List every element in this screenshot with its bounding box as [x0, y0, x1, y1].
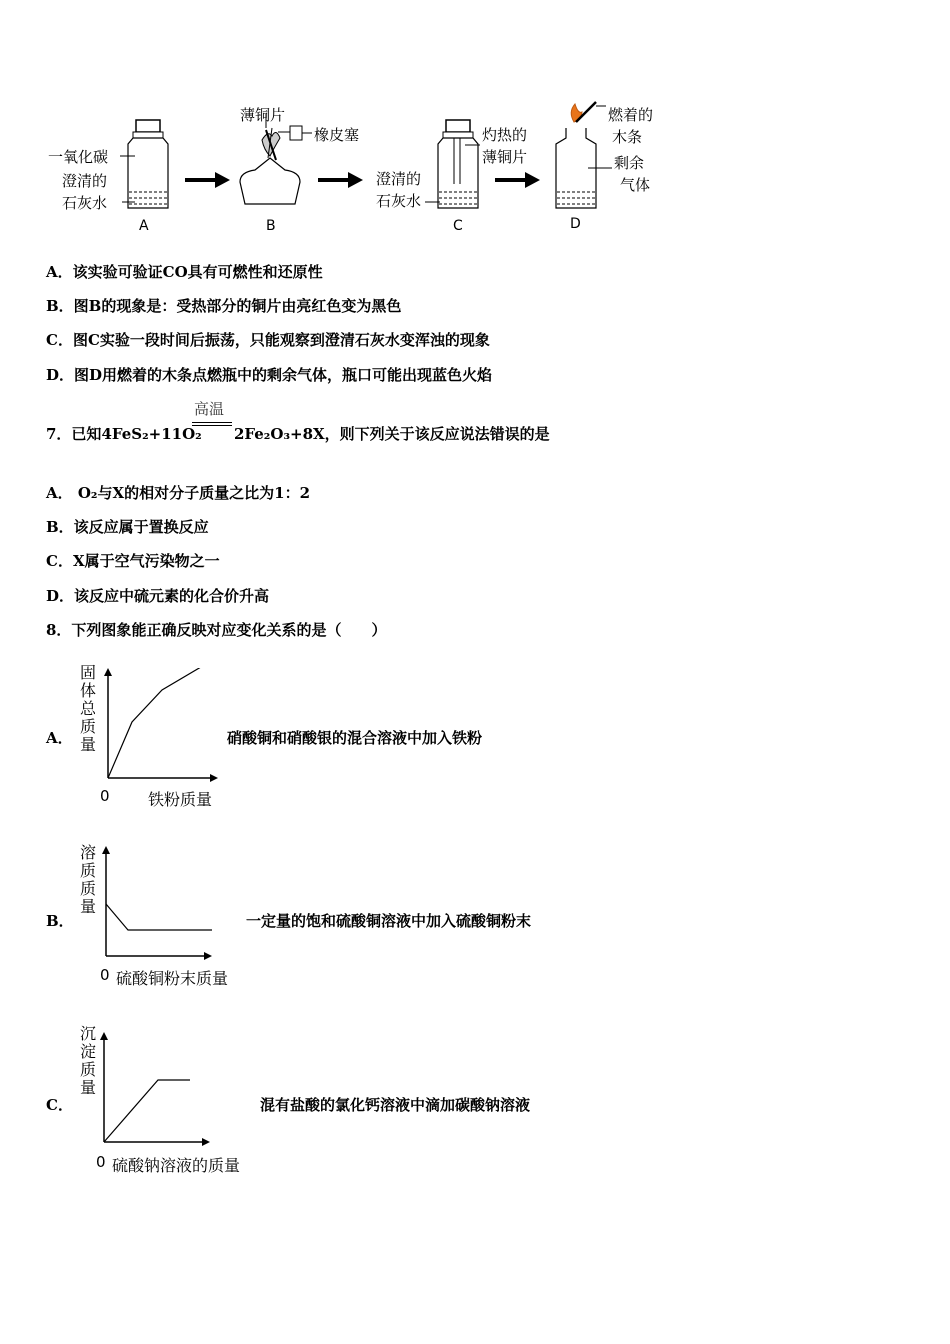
label-b: B	[266, 218, 276, 234]
graph-c-ylabel: 沉 淀 质 量	[79, 1024, 96, 1097]
label-remaining2: 气体	[620, 176, 651, 194]
q7-stem-rest	[234, 423, 550, 444]
graph-c-xlabel: 硫酸钠溶液的质量	[112, 1156, 241, 1175]
q7-stem	[46, 423, 202, 444]
graph-b-ylabel: 溶 质 质 量	[79, 843, 96, 916]
label-hot-copper1: 灼热的	[482, 126, 528, 144]
q6-option-d: D．图D用燃着的木条点燃瓶中的剩余气体，瓶口可能出现蓝色火焰	[46, 366, 493, 384]
label-c: C	[453, 218, 463, 234]
label-rubber-stopper: 橡皮塞	[314, 126, 360, 144]
bottle-d	[556, 102, 612, 208]
label-burning2: 木条	[612, 128, 643, 146]
graph-a-line	[108, 668, 206, 778]
graph-b-y-arrow	[102, 846, 110, 854]
graph-b-x-arrow	[204, 952, 212, 960]
graph-b-line	[106, 904, 212, 930]
graph-b-letter: B．	[46, 912, 74, 930]
q7-option-c: C．X属于空气污染物之一	[46, 552, 220, 570]
q7-option-b: B．该反应属于置换反应	[46, 518, 209, 536]
graph-a-y-arrow	[104, 668, 112, 676]
graph-c-x-arrow	[202, 1138, 210, 1146]
graph-a-description: 硝酸铜和硝酸银的混合溶液中加入铁粉	[227, 729, 483, 747]
label-a: A	[139, 218, 149, 234]
label-remaining1: 剩余	[614, 154, 645, 172]
label-d: D	[570, 216, 581, 232]
bottle-a	[120, 120, 168, 208]
q7-reactant: 4FeS₂+11O₂	[101, 425, 202, 443]
graph-a-xlabel: 铁粉质量	[148, 790, 213, 809]
graph-c-chart	[94, 1030, 218, 1148]
graph-c-description: 混有盐酸的氯化钙溶液中滴加碳酸钠溶液	[260, 1096, 531, 1114]
q7-prefix: 7．已知	[46, 425, 102, 443]
label-limewater-c1: 澄清的	[376, 170, 422, 188]
q7-suffix: ，则下列关于该反应说法错误的是	[324, 425, 550, 443]
graph-c-line	[104, 1080, 190, 1142]
arrow-icon	[495, 172, 540, 188]
graph-b-chart	[96, 844, 220, 962]
graph-a-x-arrow	[210, 774, 218, 782]
q7-option-a: A． O₂与X的相对分子质量之比为1：2	[46, 484, 311, 502]
graph-a-origin: 0	[100, 787, 110, 805]
q6-option-b: B．图B的现象是：受热部分的铜片由亮红色变为黑色	[46, 297, 402, 315]
q7-equals-line-bottom	[192, 425, 232, 426]
graph-b-origin: 0	[100, 966, 110, 984]
q6-option-a: A．该实验可验证CO具有可燃性和还原性	[46, 263, 323, 281]
bottle-c	[425, 120, 480, 208]
graph-a-ylabel: 固 体 总 质 量	[79, 663, 96, 754]
q7-equals-line-top	[192, 422, 232, 423]
label-co: 一氧化碳	[48, 148, 109, 166]
arrow-icon	[185, 172, 230, 188]
graph-a-letter: A．	[46, 729, 73, 747]
arrow-icon	[318, 172, 363, 188]
label-limewater-a2: 石灰水	[62, 194, 108, 212]
q7-product: 2Fe₂O₃+8X	[234, 425, 325, 443]
experiment-figure	[40, 100, 680, 240]
label-limewater-a1: 澄清的	[62, 172, 108, 190]
graph-c-origin: 0	[96, 1153, 106, 1171]
experiment-diagram	[40, 100, 680, 240]
label-limewater-c2: 石灰水	[376, 192, 422, 210]
graph-c-letter: C．	[46, 1096, 73, 1114]
label-copper-sheet: 薄铜片	[240, 106, 286, 124]
graph-c-y-arrow	[100, 1032, 108, 1040]
graph-b-description: 一定量的饱和硫酸铜溶液中加入硫酸铜粉末	[246, 912, 532, 930]
q8-stem: 8．下列图象能正确反映对应变化关系的是（ ）	[46, 621, 387, 639]
graph-b-xlabel: 硫酸铜粉末质量	[116, 969, 229, 988]
q6-option-c: C．图C实验一段时间后振荡，只能观察到澄清石灰水变浑浊的现象	[46, 331, 490, 349]
label-burning1: 燃着的	[608, 106, 654, 124]
label-hot-copper2: 薄铜片	[482, 148, 528, 166]
setup-b	[240, 114, 312, 204]
q7-condition: 高温	[194, 400, 225, 418]
q7-option-d: D．该反应中硫元素的化合价升高	[46, 587, 270, 605]
graph-a-chart	[98, 668, 222, 786]
